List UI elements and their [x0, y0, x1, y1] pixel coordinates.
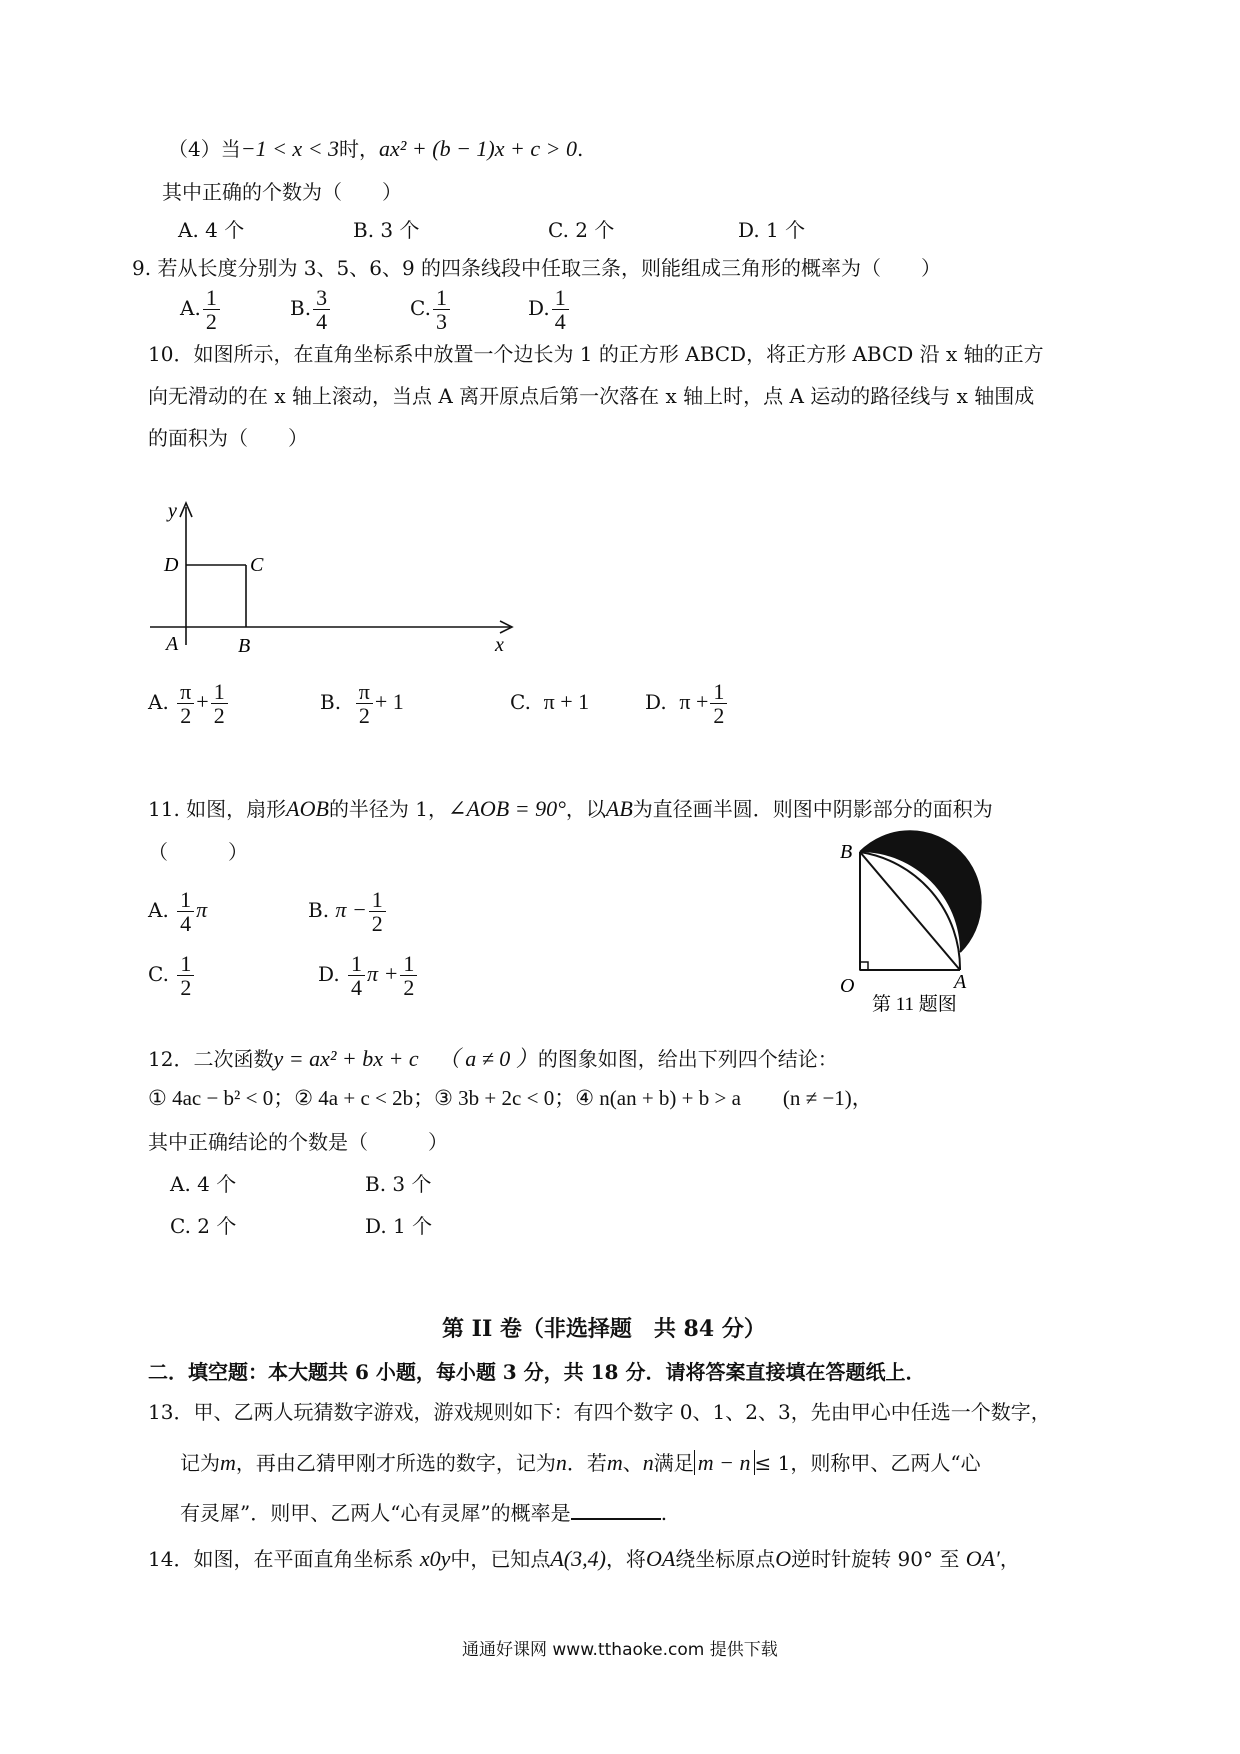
- q10-a-frac1: [177, 680, 194, 727]
- q8-cond4-prefix: （4）当: [168, 137, 241, 161]
- q8-cond4-range: −1 < x < 3: [240, 136, 340, 161]
- q10-line-2: 向无滑动的在 x 轴上滚动，当点 A 离开原点后第一次落在 x 轴上时，点 A 运动的路径线与 x 轴围成: [148, 384, 1035, 408]
- q8-cond4-end: .: [576, 137, 584, 161]
- q11-text-c: ，以: [565, 797, 606, 821]
- q11-aob: AOB: [286, 796, 329, 821]
- q12-option-b: B. 3 个: [365, 1172, 432, 1196]
- q10-d-num: 1: [710, 680, 727, 704]
- q11-c-frac: [177, 952, 194, 999]
- q10-label-b: B: [238, 635, 251, 655]
- q11-shaded-region: [860, 831, 981, 952]
- q10-a-den1: 2: [180, 703, 192, 729]
- q10-label-a: A: [166, 633, 179, 655]
- q8-options: [178, 218, 805, 242]
- q8-cond4-mid: 时，: [339, 137, 380, 161]
- q13-text-f: ≤ 1，则称甲、乙两人“心: [754, 1451, 981, 1475]
- q10-option-b: [320, 680, 510, 727]
- q11-a-pi: π: [196, 897, 208, 923]
- q14-text-e: 逆时针旋转 90° 至: [791, 1547, 960, 1571]
- q10-b-label: B.: [320, 690, 342, 715]
- q10-option-d: [645, 680, 729, 727]
- q10-b-den: 2: [358, 703, 370, 729]
- q10-label-d: D: [164, 554, 179, 576]
- q11-d-frac2: [400, 952, 417, 999]
- q11-figure: [830, 830, 1010, 1020]
- q10-line-3: 的面积为（ ）: [148, 426, 308, 450]
- q8-option-d: D. 1 个: [738, 218, 806, 242]
- q10-b-frac: [356, 680, 373, 727]
- q8-cond4-inequality: ax² + (b − 1)x + c > 0: [379, 136, 577, 161]
- q9-option-d: [528, 286, 571, 333]
- q11-b-den: 2: [371, 911, 383, 937]
- q13-m: m: [220, 1450, 236, 1475]
- q11-option-b: [308, 888, 388, 935]
- q11-angle: ∠AOB = 90°: [448, 796, 566, 821]
- q10-options: [148, 680, 729, 727]
- q10-d-label: D.: [645, 690, 667, 715]
- q13-text-b: ，再由乙猜甲刚才所选的数字，记为: [235, 1451, 556, 1475]
- q12-options-row-1: [170, 1172, 432, 1196]
- q14-o: O: [775, 1546, 792, 1571]
- q8-prompt: 其中正确的个数为（ ）: [162, 180, 402, 204]
- q9-b-num: 3: [313, 286, 330, 310]
- q11-a-den: 4: [180, 911, 192, 937]
- q13-line-2: [180, 1450, 981, 1476]
- page-footer: 通通好课网 www.tthaoke.com 提供下载: [462, 1640, 778, 1660]
- q12-function: y = ax² + bx + c: [273, 1046, 419, 1071]
- q13-line-1: 13．甲、乙两人玩猜数字游戏，游戏规则如下：有四个数字 0、1、2、3，先由甲心中任选一个数字，: [148, 1400, 1051, 1424]
- q9-a-den: 2: [205, 309, 217, 335]
- q13-line-3: [180, 1500, 667, 1525]
- q9-option-a-label: A.: [180, 296, 201, 321]
- q12-option-a: A. 4 个: [170, 1172, 237, 1196]
- q8-condition-4: [168, 136, 583, 162]
- q9-option-d-label: D.: [528, 296, 550, 321]
- q8-option-c: C. 2 个: [548, 218, 615, 242]
- q14-text-f: ，: [999, 1547, 1020, 1571]
- q10-c-label: C.: [510, 690, 531, 715]
- q12-line-2: ① 4ac − b² < 0；② 4a + c < 2b；③ 3b + 2c < 0；④ n(an + b) + b > a (n ≠ −1)，: [148, 1086, 873, 1110]
- q11-options-row-1: [148, 888, 388, 935]
- q10-a-pi: π: [177, 680, 194, 704]
- q9-option-d-fraction: [552, 286, 569, 333]
- q13-n-2: n: [642, 1450, 654, 1475]
- q11-d-num1: 1: [348, 952, 365, 976]
- q13-text-c: ．若: [566, 1451, 607, 1475]
- q11-label-o: O: [840, 975, 855, 997]
- q9-option-c: [410, 286, 528, 333]
- q11-c-label: C.: [148, 962, 169, 987]
- q11-label-b: B: [840, 841, 853, 863]
- q13-text-a: 记为: [180, 1451, 220, 1475]
- q14-text-b: 中，已知点: [450, 1547, 551, 1571]
- q11-line-2: （ ）: [148, 840, 248, 864]
- q14-oa-prime: OA′: [965, 1546, 1000, 1571]
- q9-d-den: 4: [554, 309, 566, 335]
- q10-line-1: 10．如图所示，在直角坐标系中放置一个边长为 1 的正方形 ABCD，将正方形 ABCD 沿 x 轴的正方: [148, 342, 1044, 366]
- q10-label-y: y: [168, 500, 177, 522]
- q11-option-d: [318, 952, 419, 999]
- q11-line-1: [148, 796, 993, 822]
- q11-a-label: A.: [148, 898, 169, 923]
- q9-option-b-fraction: [313, 286, 330, 333]
- q9-option-c-fraction: [433, 286, 450, 333]
- q10-option-a: [148, 680, 320, 727]
- q10-c-expr: π + 1: [543, 689, 590, 715]
- q14-text-d: 绕坐标原点: [675, 1547, 776, 1571]
- q11-ab: AB: [605, 796, 633, 821]
- q12-options-row-2: [170, 1214, 432, 1238]
- q9-question: 9. 若从长度分别为 3、5、6、9 的四条线段中任取三条，则能组成三角形的概率为（ ）: [132, 256, 942, 280]
- q9-d-num: 1: [552, 286, 569, 310]
- q9-c-den: 3: [435, 309, 447, 335]
- q10-b-tail: + 1: [374, 689, 404, 715]
- part2-title: 第 II 卷（非选择题 共 84 分）: [442, 1316, 766, 1342]
- q13-text-e: 满足: [653, 1451, 694, 1475]
- q10-a-plus: +: [196, 689, 209, 715]
- q11-text-b: 的半径为 1，: [328, 797, 449, 821]
- q9-a-num: 1: [203, 286, 220, 310]
- q11-caption: 第 11 题图: [872, 994, 957, 1015]
- q10-option-c: [510, 689, 645, 715]
- q9-options: [180, 286, 571, 333]
- q14-oa: OA: [645, 1546, 676, 1571]
- q9-option-c-label: C.: [410, 296, 431, 321]
- q10-label-x: x: [495, 634, 504, 655]
- q12-prompt: 其中正确结论的个数是（ ）: [148, 1130, 448, 1154]
- q13-text-line3: 有灵犀”．则甲、乙两人“心有灵犀”的概率是: [180, 1501, 571, 1525]
- q8-option-a: A. 4 个: [178, 218, 245, 242]
- q9-b-den: 4: [316, 309, 328, 335]
- q10-a-label: A.: [148, 690, 169, 715]
- q11-d-label: D.: [318, 962, 340, 987]
- q11-d-den1: 4: [351, 975, 363, 1001]
- q10-a-frac2: [211, 680, 228, 727]
- q13-text-d: 、: [622, 1451, 643, 1475]
- q11-right-angle-mark: [860, 962, 868, 970]
- q13-n: n: [555, 1450, 567, 1475]
- part2-section-heading: 二．填空题：本大题共 6 小题，每小题 3 分，共 18 分．请将答案直接填在答题纸上．: [148, 1360, 926, 1384]
- q12-option-c: C. 2 个: [170, 1214, 237, 1238]
- q11-label-a: A: [954, 971, 967, 993]
- q10-figure: [140, 495, 520, 655]
- q10-label-c: C: [250, 554, 264, 576]
- q10-a-den2: 2: [213, 703, 225, 729]
- q14-line-1: [148, 1546, 1020, 1572]
- q11-options-row-2: [148, 952, 419, 999]
- q10-d-den: 2: [713, 703, 725, 729]
- q11-option-c: [148, 952, 318, 999]
- q9-option-b-label: B.: [290, 296, 312, 321]
- q12-text-b: 的图象如图，给出下列四个结论：: [537, 1047, 838, 1071]
- q11-b-label: B.: [308, 898, 330, 923]
- q11-a-num: 1: [177, 888, 194, 912]
- q12-text-a: 12．二次函数: [148, 1047, 274, 1071]
- q11-b-frac: [369, 888, 386, 935]
- q10-d-frac: [710, 680, 727, 727]
- q11-c-num: 1: [177, 952, 194, 976]
- q11-b-num: 1: [369, 888, 386, 912]
- q11-c-den: 2: [180, 975, 192, 1001]
- q14-text-a: 14．如图，在平面直角坐标系: [148, 1547, 414, 1571]
- q13-m-2: m: [606, 1450, 623, 1475]
- q13-abs-expr: m − n: [694, 1450, 755, 1475]
- q9-c-num: 1: [433, 286, 450, 310]
- q11-text-a: 11. 如图，扇形: [148, 797, 287, 821]
- q9-option-b: [290, 286, 410, 333]
- q8-option-b: B. 3 个: [353, 218, 420, 242]
- q14-point-a: A(3,4): [550, 1546, 606, 1571]
- q10-a-num2: 1: [211, 680, 228, 704]
- q13-answer-blank[interactable]: [571, 1500, 661, 1520]
- q10-d-head: π +: [679, 689, 709, 715]
- q11-d-den2: 2: [403, 975, 415, 1001]
- q13-text-end: .: [660, 1501, 668, 1525]
- q12-condition: （ a ≠ 0 ）: [437, 1046, 538, 1071]
- q11-d-mid: π +: [367, 961, 399, 987]
- q11-text-d: 为直径画半圆．则图中阴影部分的面积为: [632, 797, 993, 821]
- q11-option-a: [148, 888, 308, 935]
- q9-option-a-fraction: [203, 286, 220, 333]
- q14-text-c: ，将: [605, 1547, 646, 1571]
- q12-line-1: [148, 1046, 838, 1072]
- q11-d-num2: 1: [400, 952, 417, 976]
- q11-a-frac: [177, 888, 194, 935]
- q9-option-a: [180, 286, 290, 333]
- q11-d-frac1: [348, 952, 365, 999]
- q10-b-pi: π: [356, 680, 373, 704]
- q12-option-d: D. 1 个: [365, 1214, 433, 1238]
- q11-b-head: π −: [335, 897, 367, 923]
- q14-xoy: x0y: [419, 1546, 451, 1571]
